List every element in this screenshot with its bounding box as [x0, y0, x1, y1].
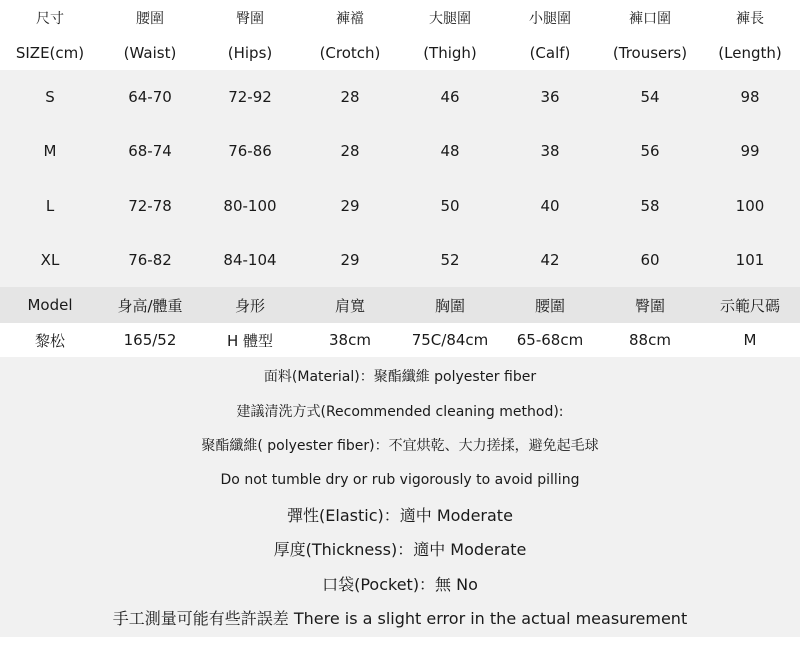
model-shoulder: 38cm	[329, 331, 371, 349]
length-cell: 101	[735, 250, 765, 269]
product-info-section	[0, 357, 800, 637]
cleaning-instruction-en: Do not tumble dry or rub vigorously to avoid pilling	[220, 471, 580, 488]
model-header-demo-size: 示範尺碼	[719, 296, 780, 315]
header-cn-trousers: 褲口圍	[629, 10, 671, 27]
model-chest: 75C/84cm	[411, 331, 489, 349]
header-cn-length: 褲長	[736, 10, 764, 27]
size-cell: L	[45, 196, 55, 215]
size-header-cn-row	[0, 0, 800, 35]
crotch-cell: 29	[340, 196, 360, 215]
model-header-shoulder: 肩寬	[334, 296, 365, 315]
size-row-s	[0, 70, 800, 124]
header-en-length: (Length)	[718, 43, 782, 62]
size-row-l	[0, 179, 800, 233]
hips-cell: 72-92	[228, 88, 272, 107]
crotch-cell: 28	[340, 88, 360, 107]
header-en-calf: (Calf)	[529, 43, 571, 62]
thickness-line: 厚度(Thickness)：適中 Moderate	[273, 540, 527, 560]
trousers-cell: 54	[640, 88, 660, 107]
model-demo-size: M	[743, 331, 757, 349]
model-waist: 65-68cm	[516, 331, 584, 349]
trousers-cell: 58	[640, 196, 660, 215]
model-name: 黎松	[34, 331, 65, 350]
model-data-row	[0, 323, 800, 357]
length-cell: 98	[740, 88, 760, 107]
header-en-hips: (Hips)	[227, 43, 273, 62]
thigh-cell: 48	[440, 142, 460, 161]
model-header-body-type: 身形	[234, 296, 265, 315]
model-body-type: H 體型	[226, 331, 274, 350]
thigh-cell: 52	[440, 250, 460, 269]
crotch-cell: 29	[340, 250, 360, 269]
header-en-waist: (Waist)	[123, 43, 177, 62]
waist-cell: 76-82	[128, 250, 172, 269]
header-cn-crotch: 褲襠	[336, 10, 364, 27]
size-cell: XL	[40, 250, 60, 269]
hips-cell: 84-104	[223, 250, 277, 269]
pocket-line: 口袋(Pocket)：無 No	[322, 574, 478, 594]
calf-cell: 36	[540, 88, 560, 107]
thigh-cell: 46	[440, 88, 460, 107]
size-row-xl	[0, 233, 800, 287]
calf-cell: 42	[540, 250, 560, 269]
calf-cell: 38	[540, 142, 560, 161]
waist-cell: 72-78	[128, 196, 172, 215]
header-en-crotch: (Crotch)	[319, 43, 381, 62]
model-header-chest: 胸圍	[434, 296, 465, 315]
header-cn-thigh: 大腿圍	[429, 10, 471, 27]
size-header-en-row	[0, 35, 800, 70]
size-cell: M	[43, 142, 57, 161]
model-hips: 88cm	[629, 331, 671, 349]
waist-cell: 64-70	[128, 88, 172, 107]
model-header-model: Model	[27, 296, 73, 314]
model-header-height-weight: 身高/體重	[117, 296, 183, 315]
hips-cell: 80-100	[223, 196, 277, 215]
cleaning-method-heading: 建議清洗方式(Recommended cleaning method):	[236, 403, 564, 420]
model-height-weight: 165/52	[123, 331, 177, 349]
model-header-row	[0, 287, 800, 323]
header-cn-size: 尺寸	[36, 10, 64, 27]
length-cell: 100	[735, 196, 765, 215]
model-header-hips: 臀圍	[634, 296, 665, 315]
waist-cell: 68-74	[128, 142, 172, 161]
size-row-m	[0, 124, 800, 178]
elastic-line: 彈性(Elastic)：適中 Moderate	[287, 505, 513, 525]
header-cn-waist: 腰圍	[136, 10, 164, 27]
calf-cell: 40	[540, 196, 560, 215]
header-en-trousers: (Trousers)	[612, 43, 688, 62]
model-header-waist: 腰圍	[534, 296, 565, 315]
hips-cell: 76-86	[228, 142, 272, 161]
trousers-cell: 60	[640, 250, 660, 269]
size-cell: S	[45, 88, 55, 107]
header-en-thigh: (Thigh)	[423, 43, 477, 62]
length-cell: 99	[740, 142, 760, 161]
header-cn-calf: 小腿圍	[529, 10, 571, 27]
material-line: 面料(Material)：聚酯纖維 polyester fiber	[263, 369, 537, 386]
header-cn-hips: 臀圍	[236, 10, 264, 27]
size-table-body	[0, 70, 800, 287]
crotch-cell: 28	[340, 142, 360, 161]
measurement-note: 手工測量可能有些許誤差 There is a slight error in the actual measurement	[112, 609, 688, 629]
header-en-size: SIZE(cm)	[15, 43, 85, 62]
cleaning-instruction-cn: 聚酯纖維( polyester fiber)：不宜烘乾、大力搓揉，避免起毛球	[201, 438, 599, 455]
trousers-cell: 56	[640, 142, 660, 161]
thigh-cell: 50	[440, 196, 460, 215]
